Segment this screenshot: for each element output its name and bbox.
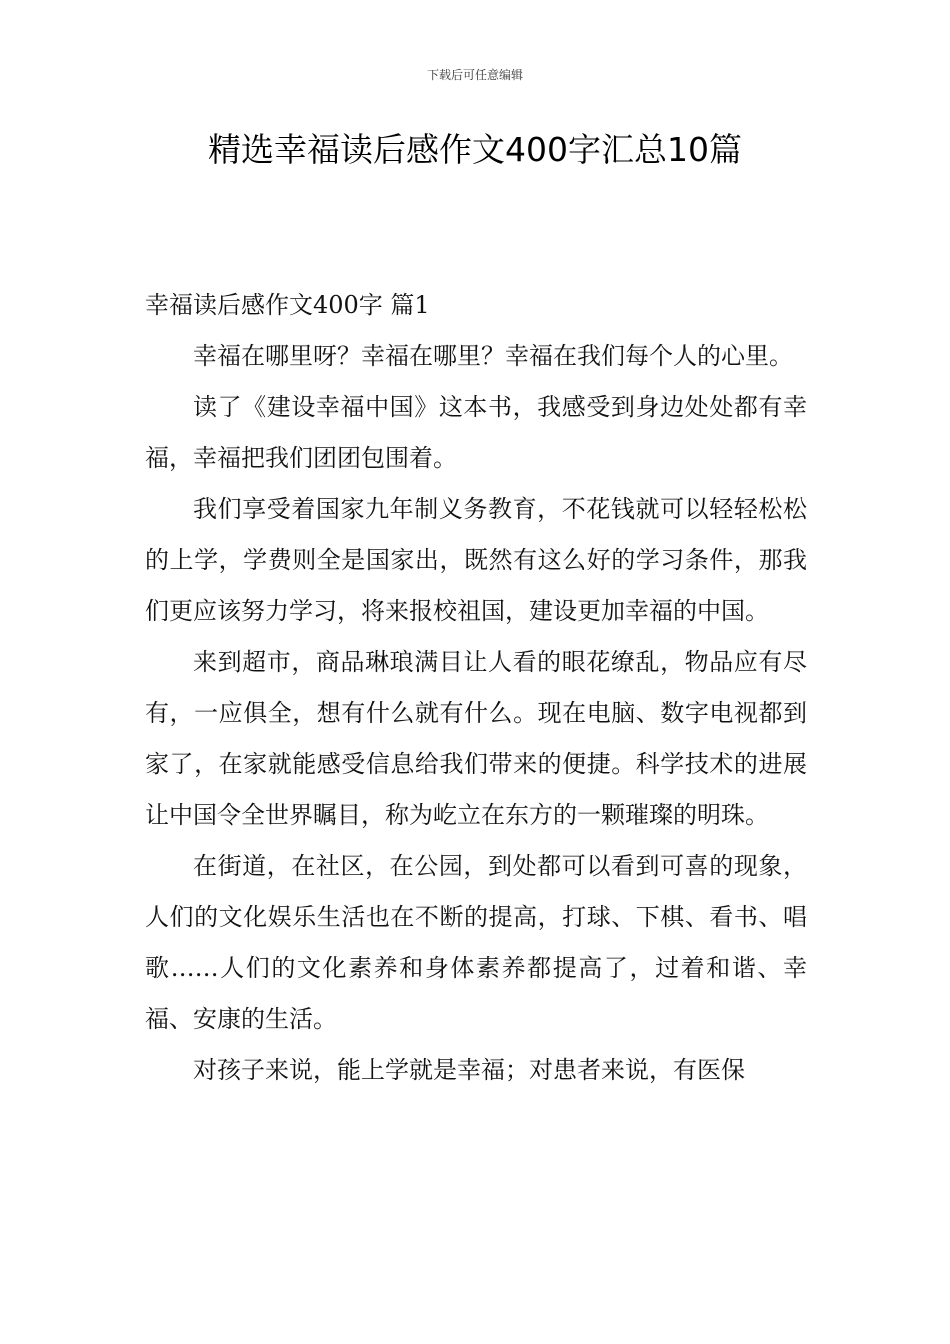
paragraph: 幸福在哪里呀？幸福在哪里？幸福在我们每个人的心里。 — [193, 342, 793, 370]
paragraph: 读了《建设幸福中国》这本书，我感受到身边处处都有幸福，幸福把我们团团包围着。 — [145, 393, 807, 472]
document-title: 精选幸福读后感作文400字汇总10篇 — [208, 130, 742, 169]
paragraph: 在街道，在社区，在公园，到处都可以看到可喜的现象，人们的文化娱乐生活也在不断的提高，打球、下棋、看书、唱歌……人们的文化素养和身体素养都提高了，过着和谐、幸福、安康的生活。 — [145, 852, 807, 1033]
header-note: 下载后可任意编辑 — [426, 68, 523, 82]
paragraph: 对孩子来说，能上学就是幸福；对患者来说，有医保 — [193, 1056, 745, 1084]
paragraph: 来到超市，商品琳琅满目让人看的眼花缭乱，物品应有尽有，一应俱全，想有什么就有什么。现在电脑、数字电视都到家了，在家就能感受信息给我们带来的便捷。科学技术的进展让中国令全世界瞩目，称为屹立在东方的一颗璀璨的明珠。 — [145, 648, 807, 829]
section-heading: 幸福读后感作文400字 篇1 — [145, 291, 430, 319]
paragraph: 我们享受着国家九年制义务教育，不花钱就可以轻轻松松的上学，学费则全是国家出，既然有这么好的学习条件，那我们更应该努力学习，将来报校祖国，建设更加幸福的中国。 — [145, 495, 807, 625]
document-body — [145, 280, 807, 1096]
